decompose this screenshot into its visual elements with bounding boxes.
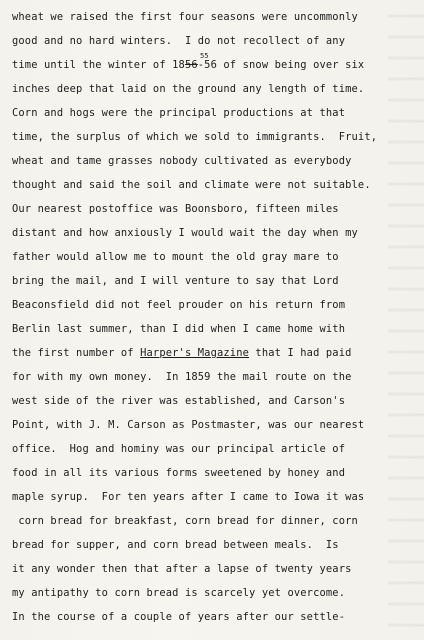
text-line: In the course of a couple of years after our settle- (12, 611, 346, 623)
text-line: Berlin last summer, than I did when I came home with (12, 323, 346, 335)
text-line: bread for supper, and corn bread between meals. Is (12, 539, 339, 551)
text-line: thought and said the soil and climate were not suitable. (12, 179, 371, 191)
handwritten-correction: 55 (200, 52, 209, 60)
text-line: good and no hard winters. I do not recollect of any (12, 35, 346, 47)
text-line: Our nearest postoffice was Boonsboro, fifteen miles (12, 203, 339, 215)
text-line: corn bread for breakfast, corn bread for dinner, corn (12, 515, 358, 527)
text-line: father would allow me to mount the old gray mare to (12, 251, 339, 263)
text-line: inches deep that laid on the ground any length of time. (12, 83, 365, 95)
text-line: office. Hog and hominy was our principal article of (12, 443, 346, 455)
text-line: wheat and tame grasses nobody cultivated as everybody (12, 155, 352, 167)
text-line (12, 342, 410, 364)
text-line-start: the first number of (12, 347, 141, 359)
text-line: maple syrup. For ten years after I came to Iowa it was (12, 491, 365, 503)
text-line: west side of the river was established, and Carson's (12, 395, 346, 407)
text-line: distant and how anxiously I would wait the day when my (12, 227, 358, 239)
text-line: wheat we raised the first four seasons were uncommonly (12, 11, 358, 23)
text-line-rest: -56 of snow being over six (197, 59, 365, 71)
text-line: bring the mail, and I will venture to say that Lord (12, 275, 339, 287)
struck-year-digits: 56 (184, 59, 198, 71)
text-line-rest: that I had paid (249, 347, 352, 359)
text-line: it any wonder then that after a lapse of twenty years (12, 563, 352, 575)
text-line: my antipathy to corn bread is scarcely yet overcome. (12, 587, 346, 599)
text-line: time, the surplus of which we sold to immigrants. Fruit, (12, 131, 378, 143)
text-line: for with my own money. In 1859 the mail route on the (12, 371, 352, 383)
text-line: food in all its various forms sweetened by honey and (12, 467, 346, 479)
text-line-start: time until the winter of 18 (12, 59, 185, 71)
magazine-title: Harper's Magazine (140, 347, 250, 359)
text-line: Beaconsfield did not feel prouder on his return from (12, 299, 346, 311)
text-line: Corn and hogs were the principal productions at that (12, 107, 346, 119)
text-line: Point, with J. M. Carson as Postmaster, was our nearest (12, 419, 365, 431)
text-line (12, 54, 410, 76)
